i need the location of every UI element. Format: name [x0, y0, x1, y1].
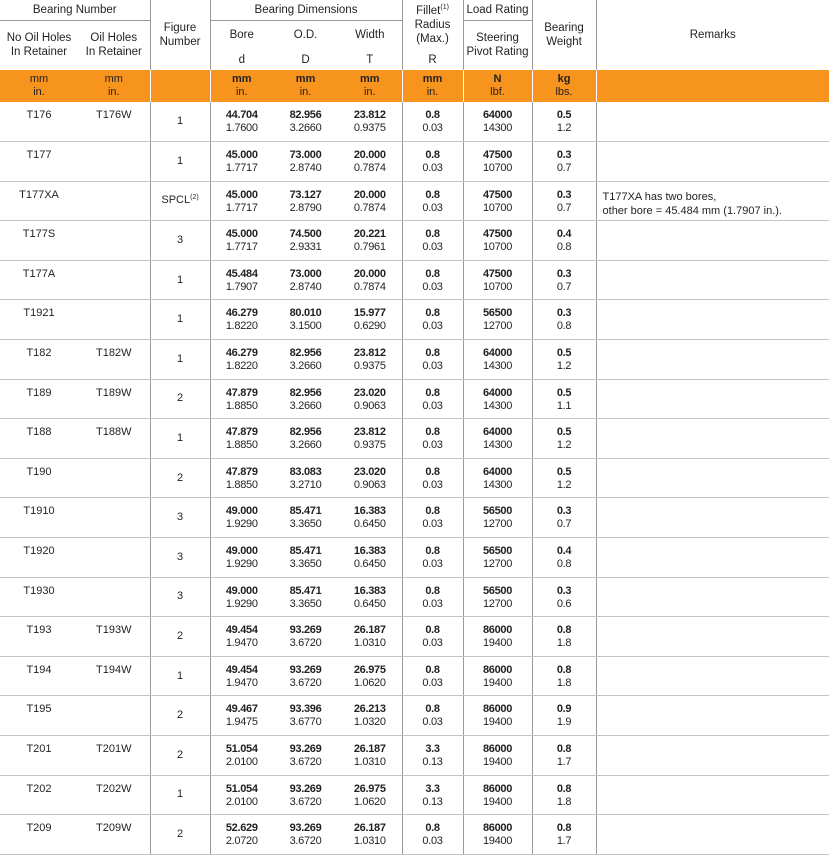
header-oil-holes: Oil Holes In Retainer	[85, 32, 142, 59]
cell-load-rating: 86000 19400	[463, 815, 532, 855]
cell-weight: 0.8 1.8	[532, 617, 596, 657]
cell-weight: 0.3 0.7	[532, 181, 596, 221]
header-bearing-number: Bearing Number	[0, 0, 150, 20]
header-figure-number: Figure Number	[150, 0, 210, 70]
cell-oil-holes: T202W	[78, 775, 150, 815]
cell-figure-number: 1	[150, 340, 210, 380]
cell-od: 82.956 3.2660	[273, 340, 338, 380]
cell-fillet: 0.8 0.03	[402, 102, 463, 142]
cell-load-rating: 86000 19400	[463, 656, 532, 696]
header-bearing-weight: Bearing Weight	[532, 0, 596, 70]
cell-width: 26.975 1.0620	[338, 775, 402, 815]
cell-load-rating: 56500 12700	[463, 577, 532, 617]
cell-weight: 0.5 1.1	[532, 379, 596, 419]
cell-width: 26.187 1.0310	[338, 617, 402, 657]
cell-remarks	[596, 340, 829, 380]
cell-width: 26.213 1.0320	[338, 696, 402, 736]
cell-oil-holes: T201W	[78, 736, 150, 776]
cell-width: 23.020 0.9063	[338, 379, 402, 419]
cell-bore: 49.000 1.9290	[210, 498, 273, 538]
cell-weight: 0.9 1.9	[532, 696, 596, 736]
cell-load-rating: 86000 19400	[463, 736, 532, 776]
header-no-oil-holes: No Oil Holes In Retainer	[6, 32, 72, 59]
table-row	[0, 260, 829, 300]
cell-no-oil-holes: T1921	[0, 300, 78, 340]
cell-fillet: 3.3 0.13	[402, 736, 463, 776]
table-row	[0, 736, 829, 776]
table-row	[0, 458, 829, 498]
cell-width: 26.975 1.0620	[338, 656, 402, 696]
cell-od: 93.269 3.6720	[273, 736, 338, 776]
header-load-rating: Load Rating	[463, 0, 532, 20]
cell-load-rating: 64000 14300	[463, 379, 532, 419]
header-sym-width: T	[366, 54, 374, 66]
table-row	[0, 696, 829, 736]
cell-no-oil-holes: T193	[0, 617, 78, 657]
cell-no-oil-holes: T177S	[0, 221, 78, 261]
cell-no-oil-holes: T188	[0, 419, 78, 459]
cell-weight: 0.5 1.2	[532, 419, 596, 459]
unit-no-oil: mm in.	[0, 70, 78, 102]
cell-od: 73.000 2.8740	[273, 142, 338, 182]
cell-od: 93.269 3.6720	[273, 815, 338, 855]
cell-width: 23.812 0.9375	[338, 340, 402, 380]
cell-remarks	[596, 498, 829, 538]
cell-oil-holes: T193W	[78, 617, 150, 657]
unit-load: N lbf.	[463, 70, 532, 102]
table-row	[0, 142, 829, 182]
cell-figure-number: 1	[150, 260, 210, 300]
unit-remarks	[596, 70, 829, 102]
cell-weight: 0.8 1.8	[532, 775, 596, 815]
cell-od: 74.500 2.9331	[273, 221, 338, 261]
cell-width: 16.383 0.6450	[338, 498, 402, 538]
cell-oil-holes	[78, 300, 150, 340]
cell-remarks	[596, 577, 829, 617]
cell-oil-holes	[78, 696, 150, 736]
unit-fillet: mm in.	[402, 70, 463, 102]
cell-no-oil-holes: T1920	[0, 538, 78, 578]
cell-no-oil-holes: T182	[0, 340, 78, 380]
unit-width: mm in.	[338, 70, 402, 102]
cell-remarks	[596, 221, 829, 261]
cell-figure-number: SPCL$^{(2)}$	[150, 181, 210, 221]
table-row	[0, 340, 829, 380]
table-row	[0, 379, 829, 419]
cell-oil-holes: T209W	[78, 815, 150, 855]
cell-load-rating: 86000 19400	[463, 617, 532, 657]
cell-load-rating: 56500 12700	[463, 538, 532, 578]
header-sym-od: D	[301, 54, 310, 66]
unit-oil: mm in.	[78, 70, 150, 102]
cell-figure-number: 2	[150, 617, 210, 657]
table-row	[0, 419, 829, 459]
unit-bore: mm in.	[210, 70, 273, 102]
cell-od: 82.956 3.2660	[273, 419, 338, 459]
cell-load-rating: 47500 10700	[463, 221, 532, 261]
cell-weight: 0.8 1.8	[532, 656, 596, 696]
table-row	[0, 498, 829, 538]
cell-load-rating: 64000 14300	[463, 419, 532, 459]
cell-figure-number: 1	[150, 102, 210, 142]
cell-width: 23.812 0.9375	[338, 102, 402, 142]
cell-remarks	[596, 379, 829, 419]
cell-width: 20.000 0.7874	[338, 181, 402, 221]
cell-oil-holes: T194W	[78, 656, 150, 696]
cell-load-rating: 64000 14300	[463, 102, 532, 142]
cell-remarks	[596, 300, 829, 340]
cell-oil-holes: T188W	[78, 419, 150, 459]
unit-figure	[150, 70, 210, 102]
cell-figure-number: 2	[150, 696, 210, 736]
cell-fillet: 0.8 0.03	[402, 300, 463, 340]
cell-width: 15.977 0.6290	[338, 300, 402, 340]
cell-remarks	[596, 656, 829, 696]
table-row	[0, 775, 829, 815]
cell-load-rating: 86000 19400	[463, 775, 532, 815]
cell-weight: 0.5 1.2	[532, 458, 596, 498]
cell-no-oil-holes: T176	[0, 102, 78, 142]
cell-od: 83.083 3.2710	[273, 458, 338, 498]
cell-fillet: 0.8 0.03	[402, 340, 463, 380]
cell-fillet: 0.8 0.03	[402, 577, 463, 617]
cell-no-oil-holes: T194	[0, 656, 78, 696]
cell-remarks	[596, 736, 829, 776]
cell-width: 16.383 0.6450	[338, 577, 402, 617]
table-row	[0, 300, 829, 340]
cell-weight: 0.3 0.7	[532, 260, 596, 300]
unit-weight: kg lbs.	[532, 70, 596, 102]
cell-remarks	[596, 419, 829, 459]
cell-oil-holes: T176W	[78, 102, 150, 142]
cell-fillet: 0.8 0.03	[402, 419, 463, 459]
header-steering-pivot: Steering Pivot Rating	[463, 20, 532, 70]
cell-od: 82.956 3.2660	[273, 102, 338, 142]
cell-bore: 44.704 1.7600	[210, 102, 273, 142]
cell-figure-number: 2	[150, 736, 210, 776]
cell-od: 85.471 3.3650	[273, 498, 338, 538]
cell-no-oil-holes: T201	[0, 736, 78, 776]
cell-oil-holes	[78, 221, 150, 261]
cell-oil-holes: T189W	[78, 379, 150, 419]
cell-fillet: 0.8 0.03	[402, 181, 463, 221]
cell-bore: 49.000 1.9290	[210, 577, 273, 617]
table-body	[0, 102, 829, 854]
cell-bore: 47.879 1.8850	[210, 458, 273, 498]
cell-width: 23.812 0.9375	[338, 419, 402, 459]
cell-oil-holes	[78, 260, 150, 300]
cell-weight: 0.5 1.2	[532, 340, 596, 380]
cell-figure-number: 1	[150, 419, 210, 459]
header-sym-fillet: R	[402, 50, 463, 70]
cell-weight: 0.3 0.8	[532, 300, 596, 340]
cell-width: 26.187 1.0310	[338, 815, 402, 855]
cell-od: 73.127 2.8790	[273, 181, 338, 221]
cell-weight: 0.3 0.7	[532, 498, 596, 538]
cell-figure-number: 1	[150, 656, 210, 696]
cell-load-rating: 47500 10700	[463, 260, 532, 300]
cell-no-oil-holes: T189	[0, 379, 78, 419]
cell-weight: 0.8 1.7	[532, 736, 596, 776]
table-row	[0, 656, 829, 696]
cell-figure-number: 3	[150, 538, 210, 578]
cell-width: 16.383 0.6450	[338, 538, 402, 578]
cell-weight: 0.8 1.7	[532, 815, 596, 855]
cell-oil-holes	[78, 577, 150, 617]
cell-remarks	[596, 775, 829, 815]
header-bore: Bore	[210, 20, 273, 50]
cell-no-oil-holes: T209	[0, 815, 78, 855]
table-row	[0, 221, 829, 261]
cell-no-oil-holes: T177	[0, 142, 78, 182]
header-fillet-radius: Fillet$^{(1)}$ Radius (Max.)	[402, 0, 463, 50]
header-bearing-dimensions: Bearing Dimensions	[210, 0, 402, 20]
cell-remarks	[596, 617, 829, 657]
cell-remarks	[596, 458, 829, 498]
cell-bore: 49.467 1.9475	[210, 696, 273, 736]
cell-od: 93.269 3.6720	[273, 656, 338, 696]
cell-remarks	[596, 102, 829, 142]
cell-weight: 0.3 0.7	[532, 142, 596, 182]
cell-figure-number: 1	[150, 775, 210, 815]
cell-bore: 47.879 1.8850	[210, 379, 273, 419]
cell-bore: 47.879 1.8850	[210, 419, 273, 459]
cell-weight: 0.4 0.8	[532, 538, 596, 578]
cell-od: 93.396 3.6770	[273, 696, 338, 736]
cell-oil-holes: T182W	[78, 340, 150, 380]
cell-oil-holes	[78, 538, 150, 578]
cell-od: 82.956 3.2660	[273, 379, 338, 419]
cell-weight: 0.3 0.6	[532, 577, 596, 617]
cell-width: 20.000 0.7874	[338, 260, 402, 300]
cell-width: 23.020 0.9063	[338, 458, 402, 498]
header-od: O.D.	[293, 29, 318, 42]
cell-bore: 51.054 2.0100	[210, 736, 273, 776]
table-row	[0, 538, 829, 578]
cell-remarks	[596, 696, 829, 736]
cell-oil-holes	[78, 498, 150, 538]
cell-no-oil-holes: T1910	[0, 498, 78, 538]
cell-bore: 45.000 1.7717	[210, 221, 273, 261]
cell-weight: 0.5 1.2	[532, 102, 596, 142]
cell-no-oil-holes: T202	[0, 775, 78, 815]
cell-width: 26.187 1.0310	[338, 736, 402, 776]
cell-fillet: 0.8 0.03	[402, 379, 463, 419]
header-width: Width	[355, 29, 385, 42]
cell-od: 85.471 3.3650	[273, 577, 338, 617]
cell-figure-number: 3	[150, 498, 210, 538]
cell-fillet: 0.8 0.03	[402, 815, 463, 855]
cell-load-rating: 56500 12700	[463, 498, 532, 538]
cell-fillet: 3.3 0.13	[402, 775, 463, 815]
cell-width: 20.000 0.7874	[338, 142, 402, 182]
cell-fillet: 0.8 0.03	[402, 260, 463, 300]
header-sym-bore: d	[210, 50, 273, 70]
table-row	[0, 102, 829, 142]
cell-fillet: 0.8 0.03	[402, 617, 463, 657]
table-row	[0, 577, 829, 617]
cell-no-oil-holes: T177XA	[0, 181, 78, 221]
table-row	[0, 617, 829, 657]
cell-oil-holes	[78, 142, 150, 182]
cell-width: 20.221 0.7961	[338, 221, 402, 261]
cell-figure-number: 2	[150, 379, 210, 419]
cell-bore: 52.629 2.0720	[210, 815, 273, 855]
cell-remarks	[596, 260, 829, 300]
cell-od: 85.471 3.3650	[273, 538, 338, 578]
table-row	[0, 181, 829, 221]
header-remarks: Remarks	[596, 0, 829, 70]
cell-bore: 49.454 1.9470	[210, 617, 273, 657]
cell-figure-number: 3	[150, 577, 210, 617]
cell-no-oil-holes: T195	[0, 696, 78, 736]
cell-bore: 45.484 1.7907	[210, 260, 273, 300]
cell-fillet: 0.8 0.03	[402, 498, 463, 538]
cell-bore: 45.000 1.7717	[210, 142, 273, 182]
cell-remarks	[596, 142, 829, 182]
cell-od: 73.000 2.8740	[273, 260, 338, 300]
cell-od: 80.010 3.1500	[273, 300, 338, 340]
cell-figure-number: 1	[150, 300, 210, 340]
cell-od: 93.269 3.6720	[273, 775, 338, 815]
cell-no-oil-holes: T190	[0, 458, 78, 498]
cell-figure-number: 3	[150, 221, 210, 261]
cell-figure-number: 2	[150, 815, 210, 855]
cell-remarks: T177XA has two bores, other bore = 45.484 mm (1.7907 in.).	[596, 181, 829, 221]
cell-bore: 46.279 1.8220	[210, 300, 273, 340]
unit-od: mm in.	[273, 70, 338, 102]
cell-load-rating: 64000 14300	[463, 458, 532, 498]
cell-figure-number: 1	[150, 142, 210, 182]
cell-weight: 0.4 0.8	[532, 221, 596, 261]
units-row	[0, 70, 829, 102]
cell-fillet: 0.8 0.03	[402, 538, 463, 578]
cell-remarks	[596, 815, 829, 855]
cell-oil-holes	[78, 458, 150, 498]
cell-load-rating: 64000 14300	[463, 340, 532, 380]
cell-od: 93.269 3.6720	[273, 617, 338, 657]
cell-no-oil-holes: T1930	[0, 577, 78, 617]
cell-fillet: 0.8 0.03	[402, 142, 463, 182]
cell-load-rating: 47500 10700	[463, 142, 532, 182]
cell-fillet: 0.8 0.03	[402, 656, 463, 696]
cell-fillet: 0.8 0.03	[402, 458, 463, 498]
cell-bore: 49.454 1.9470	[210, 656, 273, 696]
table-header	[0, 0, 829, 70]
cell-bore: 51.054 2.0100	[210, 775, 273, 815]
cell-figure-number: 2	[150, 458, 210, 498]
cell-bore: 46.279 1.8220	[210, 340, 273, 380]
table-row	[0, 815, 829, 855]
cell-bore: 49.000 1.9290	[210, 538, 273, 578]
cell-no-oil-holes: T177A	[0, 260, 78, 300]
cell-fillet: 0.8 0.03	[402, 696, 463, 736]
cell-load-rating: 47500 10700	[463, 181, 532, 221]
cell-oil-holes	[78, 181, 150, 221]
cell-remarks	[596, 538, 829, 578]
cell-load-rating: 86000 19400	[463, 696, 532, 736]
cell-bore: 45.000 1.7717	[210, 181, 273, 221]
cell-fillet: 0.8 0.03	[402, 221, 463, 261]
cell-load-rating: 56500 12700	[463, 300, 532, 340]
